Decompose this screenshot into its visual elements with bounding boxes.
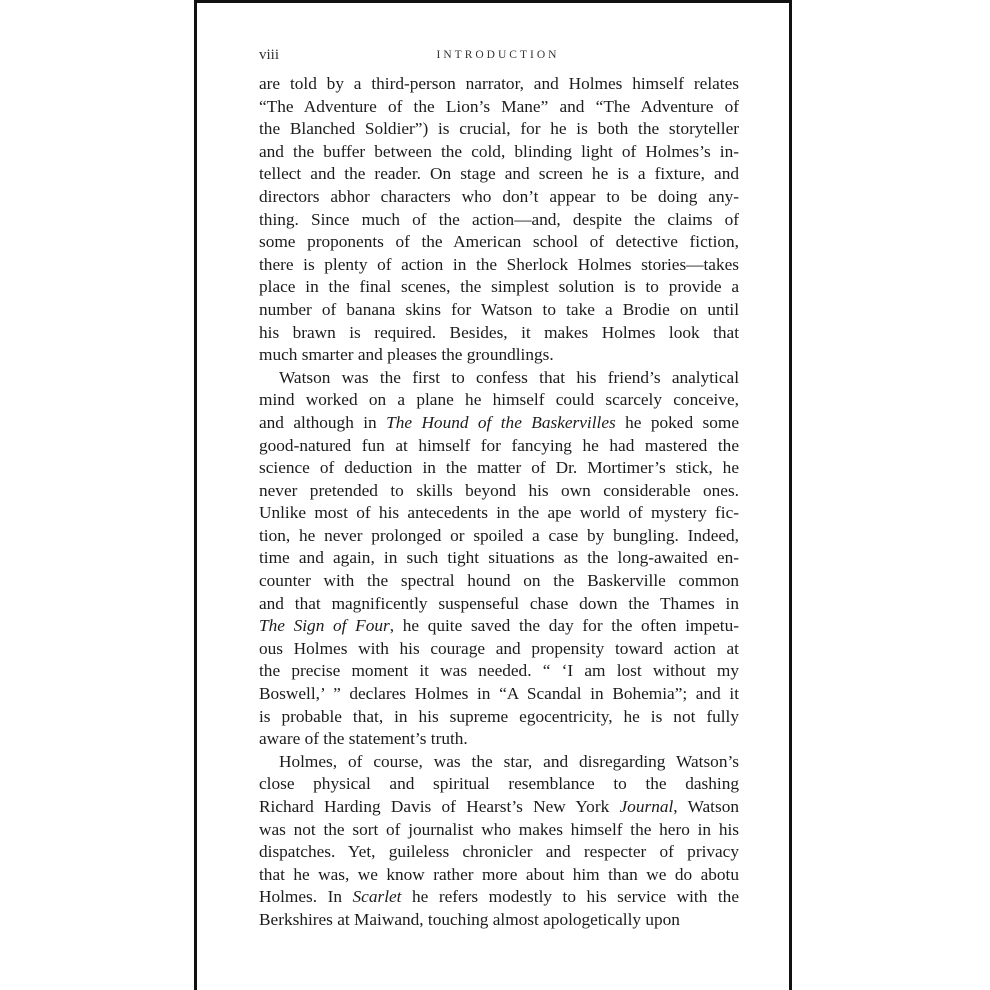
text-line: science of deduction in the matter of Dr. Mortimer’s stick, he: [259, 458, 739, 478]
page-header: [259, 47, 737, 69]
text-line: mind worked on a plane he himself could scarcely conceive,: [259, 390, 739, 410]
text-line: aware of the statement’s truth.: [259, 729, 468, 749]
body-text: [259, 73, 739, 932]
text-line: good-natured fun at himself for fancying he had mastered the: [259, 435, 739, 455]
text-line: the precise moment it was needed. “ ‘I am lost without my: [259, 661, 739, 681]
text-line: Richard Harding Davis of Hearst’s New York Journal, Watson: [259, 797, 739, 816]
text-line: was not the sort of journalist who makes himself the hero in his: [259, 819, 739, 839]
text-line: time and again, in such tight situations as the long-awaited en-: [259, 548, 739, 568]
text-line: Unlike most of his antecedents in the ape world of mystery fic-: [259, 503, 739, 523]
text-line: tion, he never prolonged or spoiled a case by bungling. Indeed,: [259, 525, 739, 545]
text-line: directors abhor characters who don’t appear to be doing any-: [259, 186, 739, 206]
text-line: never pretended to skills beyond his own considerable ones.: [259, 480, 739, 500]
text-line: are told by a third-person narrator, and Holmes himself relates: [259, 74, 739, 93]
text-line: ous Holmes with his courage and propensity toward action at: [259, 638, 739, 658]
text-line: and although in The Hound of the Baskervilles he poked some: [259, 412, 739, 432]
text-line: some proponents of the American school of detective fiction,: [259, 232, 739, 252]
text-line: Holmes. In Scarlet he refers modestly to his service with the: [259, 887, 739, 907]
page-number: viii: [259, 47, 280, 63]
text-line: and that magnificently suspenseful chase down the Thames in: [259, 593, 739, 613]
running-title: INTRODUCTION: [436, 49, 560, 61]
text-line: counter with the spectral hound on the Baskerville common: [259, 571, 739, 591]
text-line: Watson was the first to confess that his friend’s analytical: [279, 367, 739, 387]
text-line: thing. Since much of the action—and, despite the claims of: [259, 209, 739, 229]
text-line: tellect and the reader. On stage and screen he is a fixture, and: [259, 164, 739, 184]
text-line: Berkshires at Maiwand, touching almost apologetically upon: [259, 909, 680, 929]
text-line: there is plenty of action in the Sherlock Holmes stories—takes: [259, 254, 739, 274]
text-line: Boswell,’ ” declares Holmes in “A Scandal in Bohemia”; and it: [259, 684, 739, 704]
text-line: number of banana skins for Watson to take a Brodie on until: [259, 299, 739, 319]
text-line: is probable that, in his supreme egocentricity, he is not fully: [259, 706, 739, 726]
text-line: and the buffer between the cold, blinding light of Holmes’s in-: [259, 141, 739, 161]
text-line: the Blanched Soldier”) is crucial, for he is both the storyteller: [259, 119, 739, 139]
text-line: his brawn is required. Besides, it makes Holmes look that: [259, 322, 739, 342]
text-line: close physical and spiritual resemblance to the dashing: [259, 774, 739, 794]
text-line: much smarter and pleases the groundlings.: [259, 345, 554, 365]
text-line: “The Adventure of the Lion’s Mane” and “The Adventure of: [259, 96, 739, 116]
book-page: [194, 0, 792, 990]
text-line: Holmes, of course, was the star, and disregarding Watson’s: [279, 751, 739, 771]
text-line: The Sign of Four, he quite saved the day for the often impetu-: [259, 616, 739, 636]
text-line: place in the final scenes, the simplest solution is to provide a: [259, 277, 739, 297]
text-line: that he was, we know rather more about him than we do abotu: [259, 864, 739, 884]
text-line: dispatches. Yet, guileless chronicler and respecter of privacy: [259, 842, 739, 862]
